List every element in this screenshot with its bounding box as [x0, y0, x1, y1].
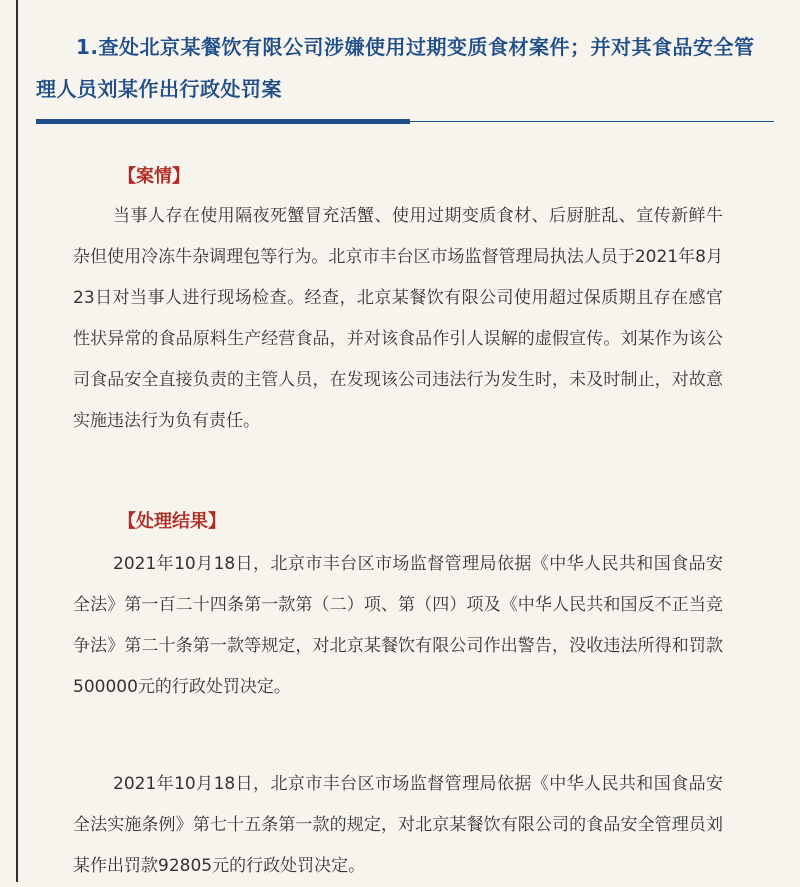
result-paragraph-2: 2021年10月18日，北京市丰台区市场监督管理局依据《中华人民共和国食品安全法实施条例》第七十五条第一款的规定，对北京某餐饮有限公司的食品安全管理员刘某作出罚款92805元的行政处罚决定。 [73, 774, 723, 876]
title-divider [36, 119, 774, 125]
case-heading: 【案情】 [118, 166, 190, 187]
result-paragraph-1: 2021年10月18日，北京市丰台区市场监督管理局依据《中华人民共和国食品安全法》第一百二十四条第一款第（二）项、第（四）项及《中华人民共和国反不正当竞争法》第二十条第一款等规定，对北京某餐饮有限公司作出警告，没收违法所得和罚款500000元的行政处罚决定。 [73, 554, 723, 697]
result-heading: 【处理结果】 [118, 511, 226, 532]
title-divider-accent [36, 119, 410, 124]
article-title: 1.查处北京某餐饮有限公司涉嫌使用过期变质食材案件；并对其食品安全管理人员刘某作出行政处罚案 [36, 35, 755, 101]
case-paragraph: 当事人存在使用隔夜死蟹冒充活蟹、使用过期变质食材、后厨脏乱、宣传新鲜牛杂但使用冷冻牛杂调理包等行为。北京市丰台区市场监督管理局执法人员于2021年8月23日对当事人进行现场检查。经查，北京某餐饮有限公司使用超过保质期且存在感官性状异常的食品原料生产经营食品，并对该食品作引人误解的虚假宣传。刘某作为该公司食品安全直接负责的主管人员，在发现该公司违法行为发生时，未及时制止，对故意实施违法行为负有责任。 [73, 206, 723, 431]
left-border [16, 0, 18, 882]
